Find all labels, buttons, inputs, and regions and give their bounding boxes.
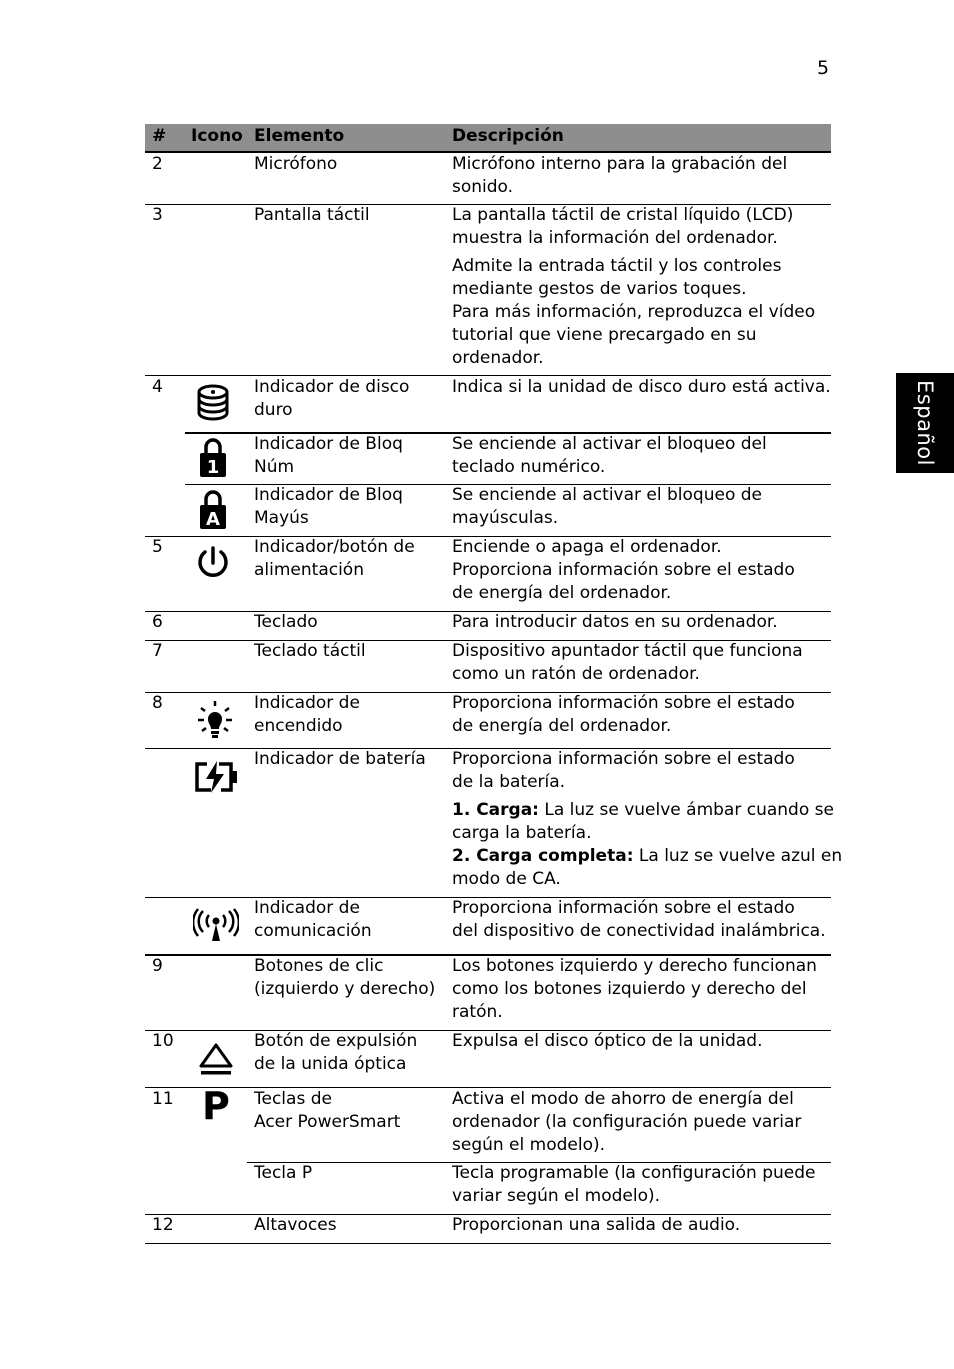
row-number: 12 bbox=[152, 1215, 174, 1235]
description-line: Para más información, reproduzca el vídeo bbox=[452, 302, 816, 322]
element-label: Acer PowerSmart bbox=[254, 1112, 401, 1132]
element-label: Indicador de bbox=[254, 898, 360, 918]
element-label: duro bbox=[254, 400, 293, 420]
element-label: Teclas de bbox=[254, 1089, 332, 1109]
description-line: Proporciona información sobre el estado bbox=[452, 560, 795, 580]
description-line: del dispositivo de conectividad inalámbrica. bbox=[452, 921, 826, 941]
row-number: 4 bbox=[152, 377, 163, 397]
description-line: Expulsa el disco óptico de la unidad. bbox=[452, 1031, 763, 1051]
description-line: teclado numérico. bbox=[452, 457, 606, 477]
description-line: de energía del ordenador. bbox=[452, 716, 672, 736]
description-line: Enciende o apaga el ordenador. bbox=[452, 537, 722, 557]
description-line: de energía del ordenador. bbox=[452, 583, 672, 603]
row-number: 7 bbox=[152, 641, 163, 661]
element-label: Indicador de Bloq bbox=[254, 434, 403, 454]
row-number: 5 bbox=[152, 537, 163, 557]
description-line: La pantalla táctil de cristal líquido (LCD) bbox=[452, 205, 794, 225]
description-line: Para introducir datos en su ordenador. bbox=[452, 612, 778, 632]
description-line bbox=[452, 799, 834, 822]
description-line: Se enciende al activar el bloqueo de bbox=[452, 485, 762, 505]
description-line: carga la batería. bbox=[452, 823, 592, 843]
description-line: Tecla programable (la configuración puede bbox=[452, 1163, 816, 1183]
row-number: 8 bbox=[152, 693, 163, 713]
element-label: Indicador/botón de bbox=[254, 537, 415, 557]
num-lock-icon bbox=[199, 438, 227, 478]
element-label: Micrófono bbox=[254, 154, 338, 174]
table-bottom-rule bbox=[145, 1243, 831, 1244]
element-label: Tecla P bbox=[254, 1163, 313, 1183]
row-number: 11 bbox=[152, 1089, 174, 1109]
row-number: 9 bbox=[152, 956, 163, 976]
hard-disk-icon bbox=[196, 383, 230, 423]
full-charge-text: La luz se vuelve azul en bbox=[633, 846, 843, 866]
description-line: Micrófono interno para la grabación del bbox=[452, 154, 788, 174]
row-number: 3 bbox=[152, 205, 163, 225]
description-line: muestra la información del ordenador. bbox=[452, 228, 778, 248]
element-label: Pantalla táctil bbox=[254, 205, 370, 225]
element-label: Núm bbox=[254, 457, 295, 477]
language-tab bbox=[896, 373, 954, 473]
element-label: Botones de clic bbox=[254, 956, 384, 976]
battery-charge-icon bbox=[193, 760, 239, 794]
description-line: Proporcionan una salida de audio. bbox=[452, 1215, 741, 1235]
page-number: 5 bbox=[817, 57, 830, 79]
charge-label: 1. Carga: bbox=[452, 800, 539, 820]
element-label: Teclado táctil bbox=[254, 641, 366, 661]
description-line: Proporciona información sobre el estado bbox=[452, 898, 795, 918]
element-label: (izquierdo y derecho) bbox=[254, 979, 436, 999]
wireless-icon bbox=[193, 908, 239, 944]
row-number: 10 bbox=[152, 1031, 174, 1051]
element-label: Indicador de disco bbox=[254, 377, 410, 397]
svg-text:1: 1 bbox=[206, 457, 220, 478]
element-label: Altavoces bbox=[254, 1215, 337, 1235]
power-icon bbox=[195, 545, 231, 581]
description-line: sonido. bbox=[452, 177, 514, 197]
p-key-icon: P bbox=[202, 1084, 230, 1128]
description-line bbox=[452, 845, 842, 868]
description-line: Proporciona información sobre el estado bbox=[452, 693, 795, 713]
description-line: como los botones izquierdo y derecho del bbox=[452, 979, 807, 999]
eject-icon bbox=[198, 1042, 234, 1078]
charge-text: La luz se vuelve ámbar cuando se bbox=[538, 800, 834, 820]
description-line: de la batería. bbox=[452, 772, 566, 792]
description-line: Se enciende al activar el bloqueo del bbox=[452, 434, 767, 454]
element-label: alimentación bbox=[254, 560, 364, 580]
description-line: variar según el modelo). bbox=[452, 1186, 661, 1206]
row-number: 6 bbox=[152, 612, 163, 632]
description-line: Indica si la unidad de disco duro está activa. bbox=[452, 377, 831, 397]
description-line: ordenador (la configuración puede variar bbox=[452, 1112, 802, 1132]
description-line: modo de CA. bbox=[452, 869, 561, 889]
header-description: Descripción bbox=[452, 126, 564, 146]
description-line: Los botones izquierdo y derecho funcionan bbox=[452, 956, 817, 976]
element-label: comunicación bbox=[254, 921, 372, 941]
description-line: Proporciona información sobre el estado bbox=[452, 749, 795, 769]
description-line: Activa el modo de ahorro de energía del bbox=[452, 1089, 794, 1109]
description-line: Dispositivo apuntador táctil que funciona bbox=[452, 641, 803, 661]
language-tab-label: Español bbox=[913, 380, 937, 466]
description-line: ratón. bbox=[452, 1002, 503, 1022]
element-label: Indicador de Bloq bbox=[254, 485, 403, 505]
full-charge-label: 2. Carga completa: bbox=[452, 846, 634, 866]
description-line: según el modelo). bbox=[452, 1135, 606, 1155]
header-icon: Icono bbox=[191, 126, 243, 146]
description-line: Admite la entrada táctil y los controles bbox=[452, 256, 782, 276]
description-line: como un ratón de ordenador. bbox=[452, 664, 700, 684]
description-line: mediante gestos de varios toques. bbox=[452, 279, 747, 299]
description-line: mayúsculas. bbox=[452, 508, 559, 528]
header-element: Elemento bbox=[254, 126, 345, 146]
element-label: Mayús bbox=[254, 508, 309, 528]
element-label: Botón de expulsión bbox=[254, 1031, 418, 1051]
element-label: Teclado bbox=[254, 612, 318, 632]
header-num: # bbox=[152, 126, 167, 146]
element-label: encendido bbox=[254, 716, 343, 736]
element-label: de la unida óptica bbox=[254, 1054, 407, 1074]
caps-lock-icon bbox=[199, 490, 227, 530]
row-number: 2 bbox=[152, 154, 163, 174]
svg-text:A: A bbox=[206, 509, 220, 530]
description-line: tutorial que viene precargado en su bbox=[452, 325, 757, 345]
element-label: Indicador de bbox=[254, 693, 360, 713]
description-line: ordenador. bbox=[452, 348, 544, 368]
power-light-icon bbox=[196, 700, 234, 740]
element-label: Indicador de batería bbox=[254, 749, 426, 769]
